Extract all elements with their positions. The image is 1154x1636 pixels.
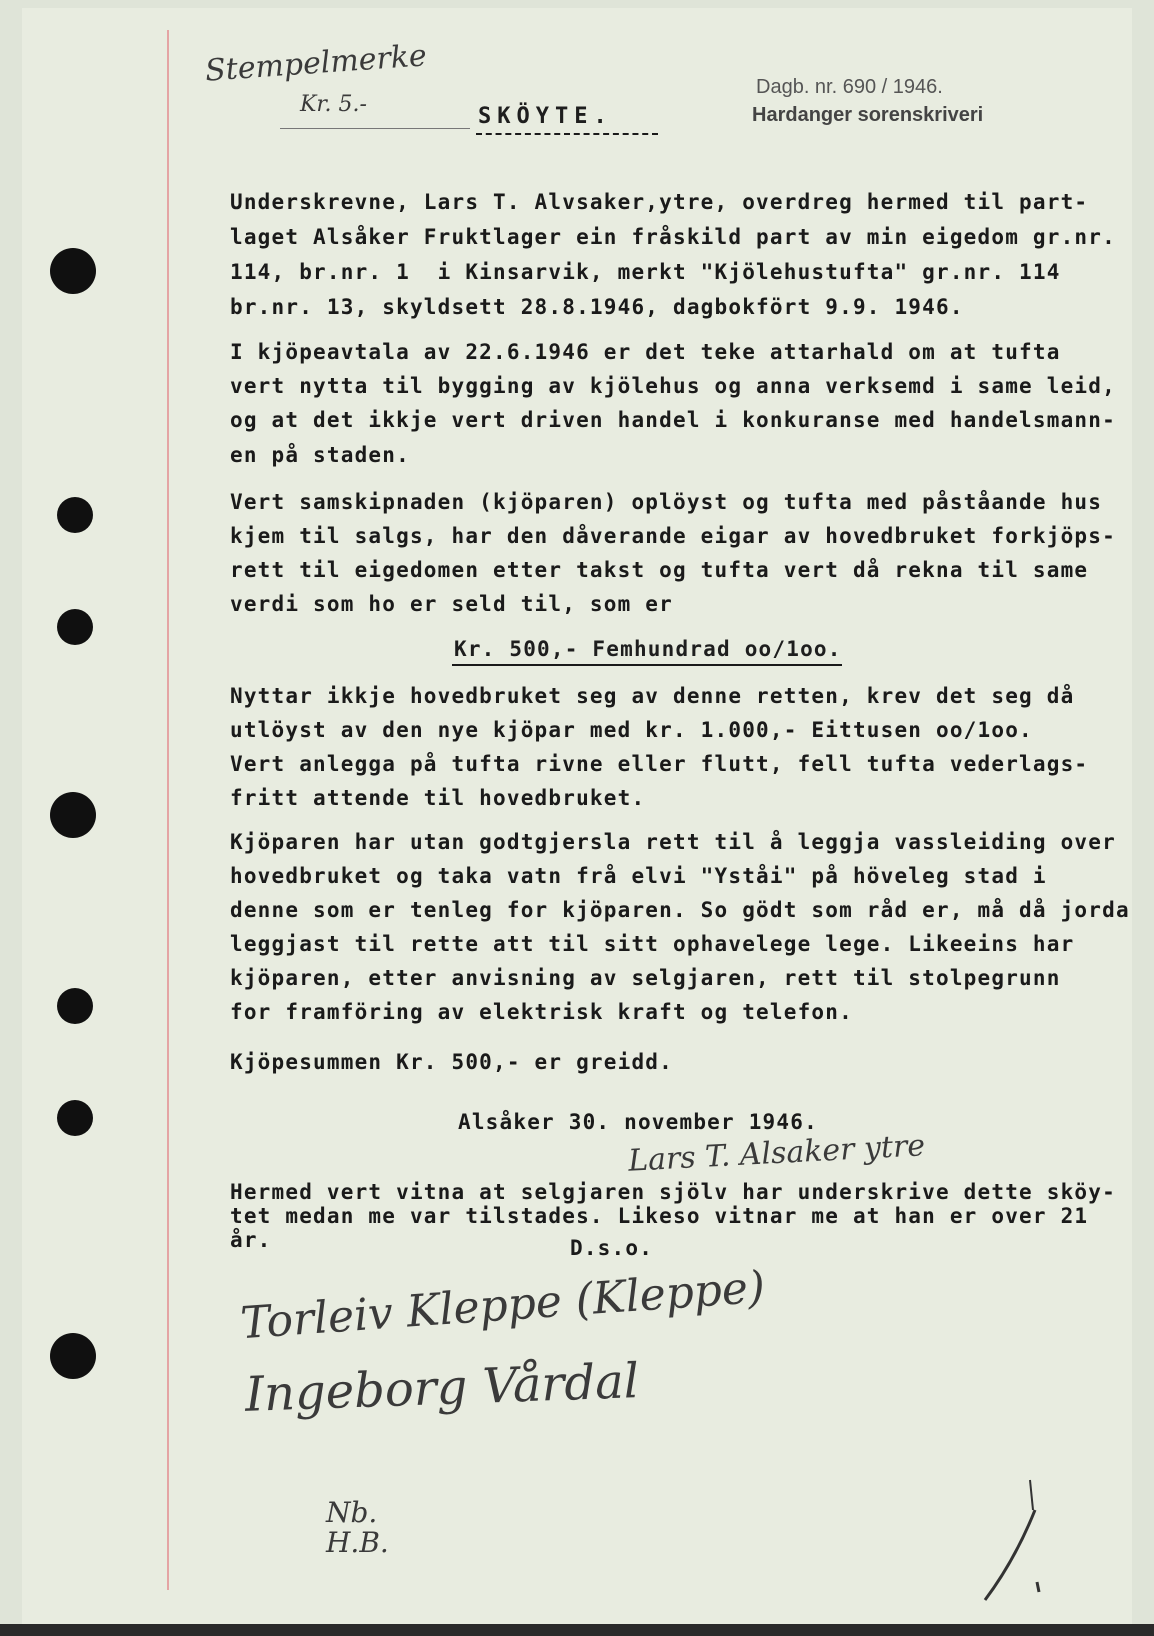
- body-line: Vert samskipnaden (kjöparen) oplöyst og tufta med påståande hus: [230, 490, 1103, 514]
- witness1-signature: Torleiv Kleppe (Kleppe): [238, 1261, 767, 1350]
- document-title: SKÖYTE.: [478, 104, 613, 129]
- place-date: Alsåker 30. november 1946.: [458, 1110, 818, 1134]
- body-line: rett til eigedomen etter takst og tufta vert då rekna til same: [230, 558, 1089, 582]
- body-line: fritt attende til hovedbruket.: [230, 786, 646, 810]
- margin-checkmark: [975, 1470, 1055, 1610]
- handwritten-stamp-amount: Kr. 5.-: [300, 92, 367, 117]
- body-line: utlöyst av den nye kjöpar med kr. 1.000,- Eittusen oo/1oo.: [230, 718, 1033, 742]
- body-line: Underskrevne, Lars T. Alvsaker,ytre, overdreg hermed til part-: [230, 190, 1089, 214]
- punch-hole: [50, 248, 96, 294]
- body-line: verdi som ho er seld til, som er: [230, 592, 673, 616]
- body-line: Kjöpesummen Kr. 500,- er greidd.: [230, 1050, 673, 1074]
- body-line: denne som er tenleg for kjöparen. So gödt som råd er, må då jorda: [230, 898, 1130, 922]
- body-line: br.nr. 13, skyldsett 28.8.1946, dagbokfört 9.9. 1946.: [230, 295, 964, 319]
- margin-line: [167, 30, 169, 1590]
- scan-bottom-edge: [0, 1624, 1154, 1636]
- body-line: Nyttar ikkje hovedbruket seg av denne retten, krev det seg då: [230, 684, 1075, 708]
- witness-line: Hermed vert vitna at selgjaren sjölv har underskrive dette sköy-: [230, 1180, 1116, 1204]
- diary-number-stamp: Dagb. nr. 690 / 1946.: [756, 76, 943, 98]
- body-line: Kjöparen har utan godtgjersla rett til å leggja vassleiding over: [230, 830, 1116, 854]
- body-line: laget Alsåker Fruktlager ein fråskild part av min eigedom gr.nr.: [230, 225, 1116, 249]
- witness-line: år.: [230, 1228, 272, 1252]
- purchase-amount: Kr. 500,- Femhundrad oo/1oo.: [454, 637, 842, 661]
- purchase-amount-underline: [452, 664, 842, 666]
- witness2-signature: Ingeborg Vårdal: [244, 1353, 640, 1423]
- seller-signature: Lars T. Alsaker ytre: [627, 1128, 926, 1179]
- body-line: Vert anlegga på tufta rivne eller flutt, fell tufta vederlags-: [230, 752, 1089, 776]
- title-underline: [476, 133, 658, 135]
- initials: Nb. H.B.: [326, 1496, 389, 1559]
- body-line: I kjöpeavtala av 22.6.1946 er det teke attarhald om at tufta: [230, 340, 1061, 364]
- body-line: vert nytta til bygging av kjölehus og anna verksemd i same leid,: [230, 374, 1116, 398]
- body-line: kjem til salgs, har den dåverande eigar av hovedbruket forkjöps-: [230, 524, 1116, 548]
- punch-hole: [57, 497, 93, 533]
- body-line: kjöparen, etter anvisning av selgjaren, rett til stolpegrunn: [230, 966, 1061, 990]
- punch-hole: [50, 1333, 96, 1379]
- body-line: en på staden.: [230, 443, 410, 467]
- body-line: og at det ikkje vert driven handel i konkuranse med handelsmann-: [230, 408, 1116, 432]
- body-line: 114, br.nr. 1 i Kinsarvik, merkt "Kjölehustufta" gr.nr. 114: [230, 260, 1061, 284]
- punch-hole: [57, 609, 93, 645]
- witness-line: tet medan me var tilstades. Likeso vitnar me at han er over 21: [230, 1204, 1089, 1228]
- court-stamp: Hardanger sorenskriveri: [752, 104, 984, 126]
- dso-line: D.s.o.: [570, 1236, 654, 1260]
- body-line: hovedbruket og taka vatn frå elvi "Yståi" på höveleg stad i: [230, 864, 1047, 888]
- punch-hole: [50, 792, 96, 838]
- body-line: leggjast til rette att til sitt ophavelege lege. Likeeins har: [230, 932, 1075, 956]
- title-left-rule: [280, 128, 470, 129]
- handwritten-stamp-note: Stempelmerke: [204, 38, 428, 89]
- body-line: for framföring av elektrisk kraft og telefon.: [230, 1000, 853, 1024]
- punch-hole: [57, 988, 93, 1024]
- punch-hole: [57, 1100, 93, 1136]
